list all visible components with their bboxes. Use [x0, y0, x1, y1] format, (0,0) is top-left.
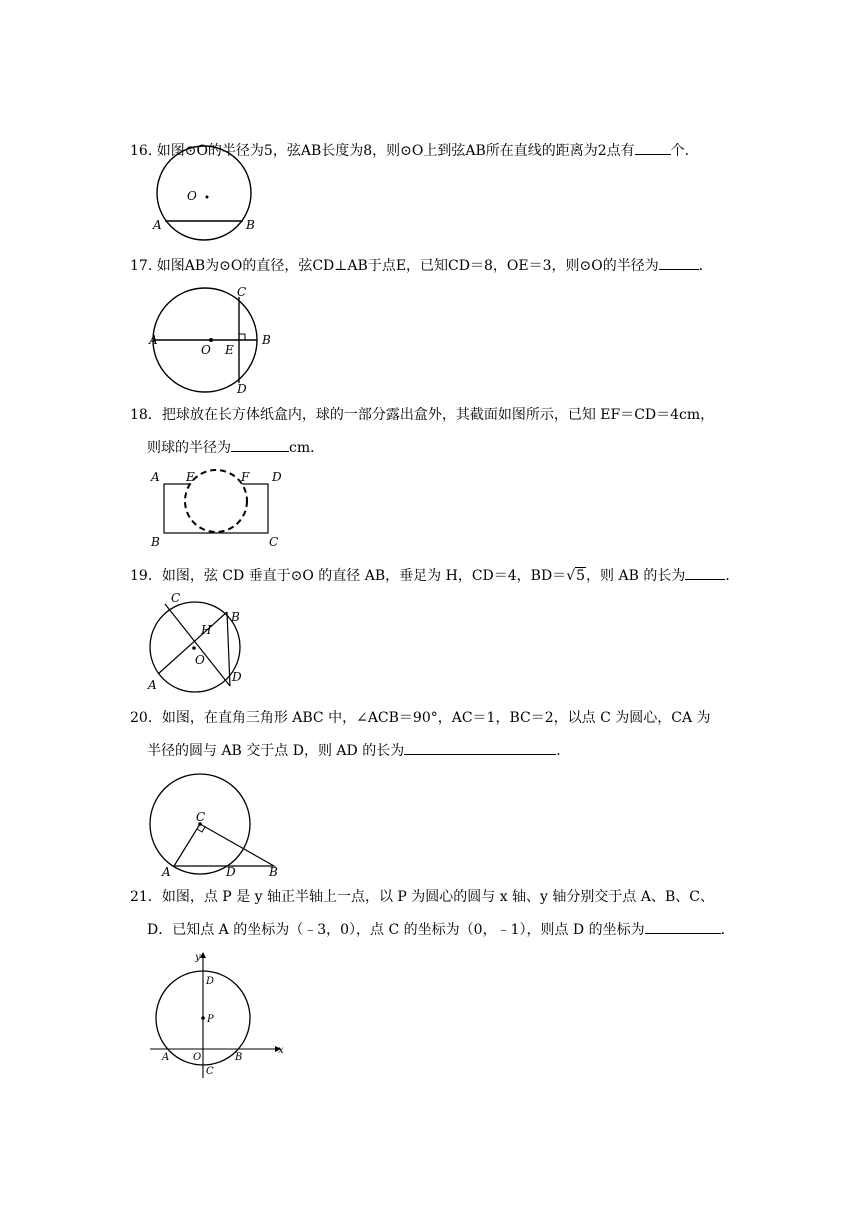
question-19-text: 19．如图，弦 CD 垂直于⊙O 的直径 AB，垂足为 H，CD＝4，BD＝	[130, 568, 567, 584]
question-21-suffix: ．	[720, 922, 735, 938]
question-17	[130, 255, 730, 276]
question-16-text: 16. 如图⊙O的半径为5，弦AB长度为8，则⊙O上到弦AB所在直线的距离为2点有	[130, 143, 635, 159]
figure-18	[148, 468, 288, 550]
question-18	[130, 405, 730, 458]
fig21-label-D: D	[206, 976, 215, 987]
fig18-label-D: D	[272, 470, 282, 484]
question-20	[130, 708, 730, 761]
answer-blank-19[interactable]	[685, 565, 725, 580]
fig18-label-E: E	[186, 470, 195, 484]
figure-17	[145, 282, 280, 397]
question-18-text: 18．把球放在长方体纸盒内，球的一部分露出盒外，其截面如图所示，已知 EF＝CD＝4cm，	[130, 407, 715, 423]
fig17-label-A: A	[149, 333, 158, 347]
fig16-label-A: A	[153, 218, 162, 232]
fig18-label-C: C	[269, 535, 279, 549]
question-20-text: 20．如图，在直角三角形 ABC 中，∠ACB＝90°，AC＝1，BC＝2，以点 C 为圆心，CA 为	[130, 710, 711, 726]
fig20-label-C: C	[196, 810, 206, 824]
fig19-label-A: A	[148, 678, 157, 692]
fig18-label-A: A	[151, 470, 160, 484]
question-17-text: 17. 如图AB为⊙O的直径，弦CD⊥AB于点E，已知CD＝8，OE＝3，则⊙O的半径为	[130, 258, 659, 274]
fig19-label-H: H	[201, 623, 212, 637]
fig19-label-D: D	[232, 670, 242, 684]
fig16-label-B: B	[246, 218, 255, 232]
answer-blank-16[interactable]	[635, 140, 671, 155]
fig21-label-O: O	[193, 1052, 202, 1063]
fig19-label-O: O	[195, 653, 205, 667]
fig21-label-C: C	[206, 1066, 214, 1077]
fig17-label-B: B	[262, 333, 271, 347]
fig20-label-B: B	[269, 865, 278, 879]
fig20-label-A: A	[162, 865, 171, 879]
question-18-text-2: 则球的半径为	[147, 440, 231, 456]
question-21-text: 21．如图，点 P 是 y 轴正半轴上一点，以 P 为圆心的圆与 x 轴、y 轴分别交于点 A、B、C、	[130, 889, 714, 905]
answer-blank-20[interactable]	[404, 740, 556, 755]
fig21-label-x: x	[278, 1045, 284, 1056]
question-20-suffix: ．	[556, 743, 571, 759]
fig17-label-D: D	[237, 382, 247, 396]
fig18-label-B: B	[151, 535, 160, 549]
answer-blank-18[interactable]	[231, 437, 289, 452]
question-17-suffix: ．	[698, 258, 713, 274]
sqrt-value: 5	[576, 568, 586, 584]
fig19-label-B: B	[231, 610, 240, 624]
question-21	[130, 887, 735, 940]
sqrt-symbol: √5	[566, 568, 586, 584]
question-19-text-2: ，则 AB 的长为	[586, 568, 686, 584]
question-18-suffix: cm．	[289, 440, 325, 456]
question-19	[130, 565, 740, 586]
fig17-label-O: O	[201, 343, 211, 357]
question-16-suffix: 个．	[670, 143, 699, 159]
fig17-label-E: E	[225, 343, 234, 357]
question-21-text-2: D．已知点 A 的坐标为（﹣3，0），点 C 的坐标为（0，﹣1），则点 D 的坐标为	[147, 922, 645, 938]
fig20-label-D: D	[226, 865, 236, 879]
fig18-label-F: F	[241, 470, 250, 484]
figure-19	[143, 592, 263, 697]
answer-blank-21[interactable]	[645, 919, 721, 934]
question-20-text-2: 半径的圆与 AB 交于点 D，则 AD 的长为	[147, 743, 405, 759]
fig21-label-P: P	[207, 1014, 214, 1025]
figure-21	[145, 950, 290, 1080]
fig21-label-y: y	[195, 952, 201, 963]
answer-blank-17[interactable]	[659, 255, 699, 270]
fig16-label-O: O	[187, 189, 197, 203]
fig21-label-A: A	[162, 1052, 170, 1063]
question-19-suffix: ．	[725, 568, 740, 584]
fig17-label-C: C	[237, 285, 247, 299]
figure-16	[150, 155, 270, 245]
fig21-label-B: B	[235, 1052, 243, 1063]
figure-20	[148, 778, 288, 878]
fig19-label-C: C	[171, 591, 181, 605]
